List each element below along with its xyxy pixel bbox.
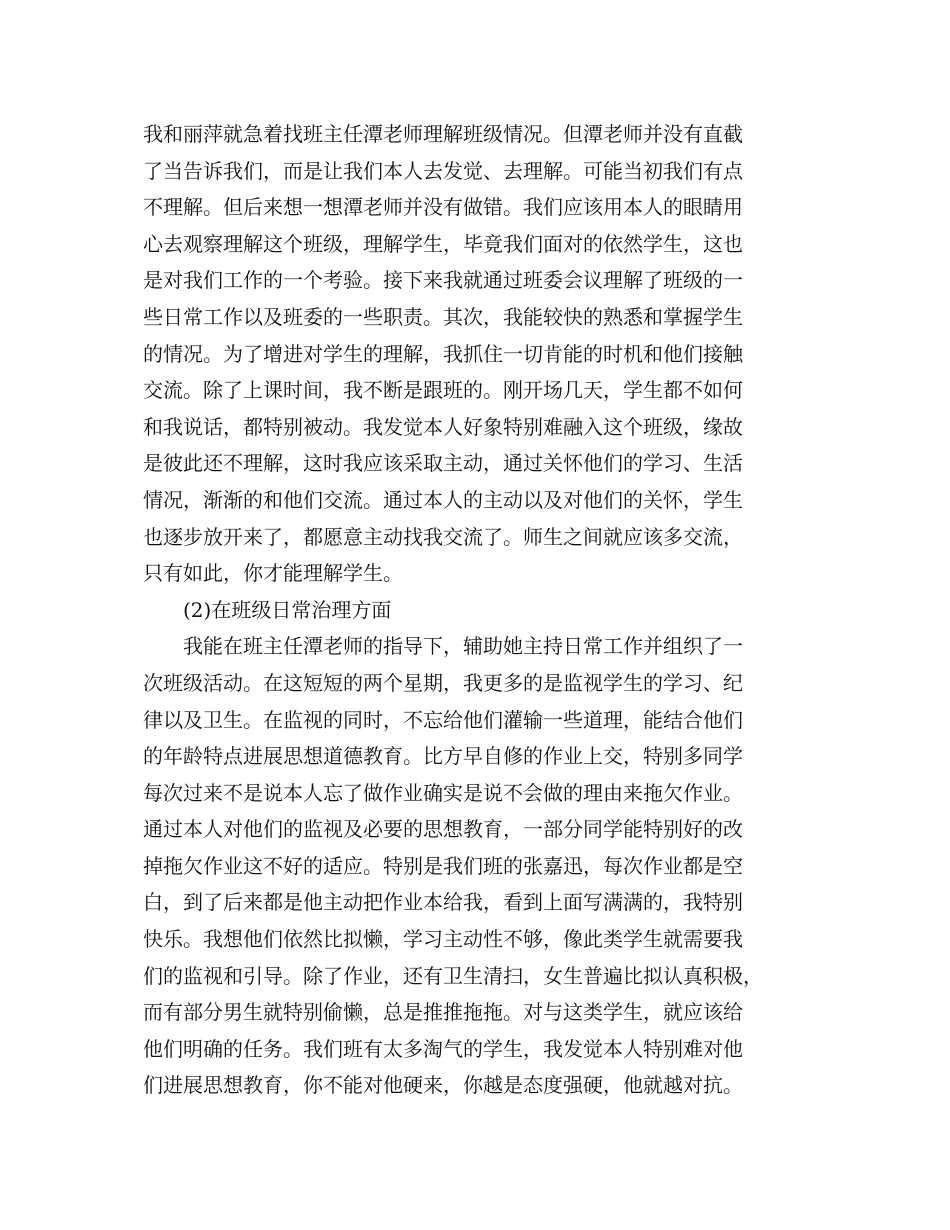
section-heading: (2)在班级日常治理方面 <box>183 597 392 622</box>
text-line: 我能在班主任潭老师的指导下，辅助她主持日常工作并组织了一 <box>183 634 743 659</box>
text-line: 们进展思想教育，你不能对他硬来，你越是态度强硬，他就越对抗。 <box>143 1073 743 1098</box>
text-line: 掉拖欠作业这不好的适应。特别是我们班的张嘉迅，每次作业都是空 <box>143 853 743 878</box>
text-line: 我和丽萍就急着找班主任潭老师理解班级情况。但潭老师并没有直截 <box>143 122 743 146</box>
text-line: 和我说话，都特别被动。我发觉本人好象特别难融入这个班级，缘故 <box>143 414 743 439</box>
text-line: 白，到了后来都是他主动把作业本给我，看到上面写满满的，我特别 <box>143 890 743 915</box>
text-line: 每次过来不是说本人忘了做作业确实是说不会做的理由来拖欠作业。 <box>143 780 743 805</box>
text-line: 次班级活动。在这短短的两个星期，我更多的是监视学生的学习、纪 <box>143 670 743 695</box>
text-line: 了当告诉我们，而是让我们本人去发觉、去理解。可能当初我们有点 <box>143 158 743 183</box>
text-line: 些日常工作以及班委的一些职责。其次，我能较快的熟悉和掌握学生 <box>143 304 743 329</box>
text-line: 律以及卫生。在监视的同时，不忘给他们灌输一些道理，能结合他们 <box>143 707 743 732</box>
text-line: 情况，渐渐的和他们交流。通过本人的主动以及对他们的关怀，学生 <box>143 487 743 512</box>
text-line: 是彼此还不理解，这时我应该采取主动，通过关怀他们的学习、生活 <box>143 451 743 476</box>
text-line: 的年龄特点进展思想道德教育。比方早自修的作业上交，特别多同学 <box>143 744 743 769</box>
text-line: 通过本人对他们的监视及必要的思想教育，一部分同学能特别好的改 <box>143 817 743 842</box>
text-line: 交流。除了上课时间，我不断是跟班的。刚开场几天，学生都不如何 <box>143 378 743 403</box>
text-line: 只有如此，你才能理解学生。 <box>143 561 403 586</box>
text-line: 心去观察理解这个班级，理解学生，毕竟我们面对的依然学生，这也 <box>143 231 743 256</box>
text-line: 不理解。但后来想一想潭老师并没有做错。我们应该用本人的眼睛用 <box>143 195 743 220</box>
text-line: 也逐步放开来了，都愿意主动找我交流了。师生之间就应该多交流， <box>143 524 743 549</box>
text-line: 快乐。我想他们依然比拟懒，学习主动性不够，像此类学生就需要我 <box>143 927 743 952</box>
text-line: 的情况。为了增进对学生的理解，我抓住一切肯能的时机和他们接触 <box>143 341 743 366</box>
text-line: 而有部分男生就特别偷懒，总是推推拖拖。对与这类学生，就应该给 <box>143 1000 743 1025</box>
body-text <box>143 116 823 1104</box>
text-line: 是对我们工作的一个考验。接下来我就通过班委会议理解了班级的一 <box>143 268 743 293</box>
text-line: 他们明确的任务。我们班有太多淘气的学生，我发觉本人特别难对他 <box>143 1036 743 1061</box>
text-line: 们的监视和引导。除了作业，还有卫生清扫，女生普遍比拟认真积极， <box>143 963 763 988</box>
